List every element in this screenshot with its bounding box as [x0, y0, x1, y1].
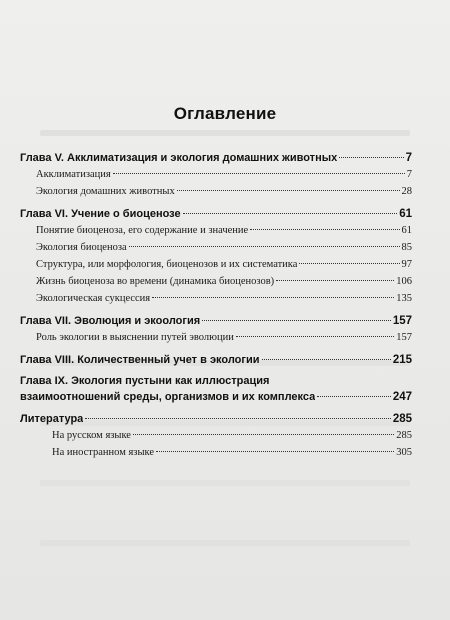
toc-entry-label: Экология домашних животных	[36, 186, 175, 197]
toc-entry-label: Экологическая сукцессия	[36, 293, 151, 304]
toc-entry-chapter-8[interactable]	[20, 352, 412, 368]
toc-entry-page: 157	[392, 315, 412, 327]
toc-entry-page: 215	[392, 354, 412, 366]
leader-dots	[177, 190, 400, 191]
toc-entry-label: Структура, или морфология, биоценозов и их систематика	[36, 259, 298, 270]
leader-dots	[202, 320, 391, 321]
leader-dots	[250, 229, 399, 230]
leader-dots	[152, 297, 394, 298]
bleed-through-text	[40, 480, 410, 486]
leader-dots	[339, 157, 403, 158]
toc-entry-literature[interactable]	[20, 411, 412, 427]
toc-entry-page: 7	[405, 152, 412, 164]
toc-entry-page: 61	[401, 225, 412, 236]
toc-entry-label: Акклиматизация	[36, 169, 111, 180]
toc-entry[interactable]	[20, 222, 412, 239]
toc-entry-page: 61	[399, 208, 412, 220]
leader-dots	[85, 418, 391, 419]
page-title: Оглавление	[173, 104, 277, 123]
toc-entry-label: Глава V. Акклиматизация и экология домашних животных	[20, 152, 338, 164]
toc-entry-page: 28	[401, 186, 412, 197]
toc-entry-page: 97	[401, 259, 412, 270]
toc-entry-label: Понятие биоценоза, его содержание и значение	[36, 225, 249, 236]
toc-entry-page: 7	[406, 169, 412, 180]
toc-entry[interactable]	[20, 239, 412, 256]
toc-entry-label: Жизнь биоценоза во времени (динамика биоценозов)	[36, 276, 275, 287]
leader-dots	[183, 213, 398, 214]
toc-entry-label: Глава VI. Учение о биоценозе	[20, 208, 181, 220]
toc-entry-label: Роль экологии в выяснении путей эволюции	[36, 332, 234, 343]
leader-dots	[317, 396, 391, 397]
toc-entry-page: 305	[396, 447, 412, 458]
bleed-through-text	[40, 130, 410, 136]
toc-entry-page: 135	[396, 293, 412, 304]
toc-entry[interactable]	[20, 427, 412, 444]
toc-entry-label: Глава VII. Эволюция и экоология	[20, 315, 201, 327]
toc-entry-chapter-7[interactable]	[20, 313, 412, 329]
table-of-contents	[20, 150, 412, 461]
leader-dots	[236, 336, 394, 337]
leader-dots	[133, 434, 394, 435]
toc-entry[interactable]	[20, 444, 412, 461]
leader-dots	[129, 246, 400, 247]
toc-entry-label: На русском языке	[52, 430, 131, 441]
toc-entry-label-line2: взаимоотношений среды, организмов и их комплекса	[20, 391, 316, 403]
toc-entry[interactable]	[20, 329, 412, 346]
toc-entry-label: Экология биоценоза	[36, 242, 127, 253]
toc-entry-label: Глава VIII. Количественный учет в экологии	[20, 354, 260, 366]
toc-entry-page: 106	[396, 276, 412, 287]
toc-entry[interactable]	[20, 166, 412, 183]
toc-entry-page: 285	[396, 430, 412, 441]
toc-entry-page: 247	[392, 391, 412, 403]
leader-dots	[299, 263, 399, 264]
leader-dots	[262, 359, 391, 360]
toc-entry-label: На иностранном языке	[52, 447, 154, 458]
bleed-through-text	[40, 540, 410, 546]
leader-dots	[276, 280, 394, 281]
toc-entry-chapter-5[interactable]	[20, 150, 412, 166]
toc-entry-chapter-6[interactable]	[20, 206, 412, 222]
toc-entry[interactable]	[20, 256, 412, 273]
toc-entry[interactable]	[20, 183, 412, 200]
toc-entry-chapter-9[interactable]	[20, 374, 412, 405]
toc-entry-label: Литература	[20, 413, 84, 425]
toc-entry-page: 285	[392, 413, 412, 425]
toc-entry[interactable]	[20, 290, 412, 307]
toc-entry[interactable]	[20, 273, 412, 290]
toc-entry-label-line1: Глава IX. Экология пустыни как иллюстрация	[20, 375, 270, 387]
toc-entry-page: 157	[396, 332, 412, 343]
leader-dots	[113, 173, 405, 174]
toc-entry-page: 85	[401, 242, 412, 253]
leader-dots	[156, 451, 394, 452]
